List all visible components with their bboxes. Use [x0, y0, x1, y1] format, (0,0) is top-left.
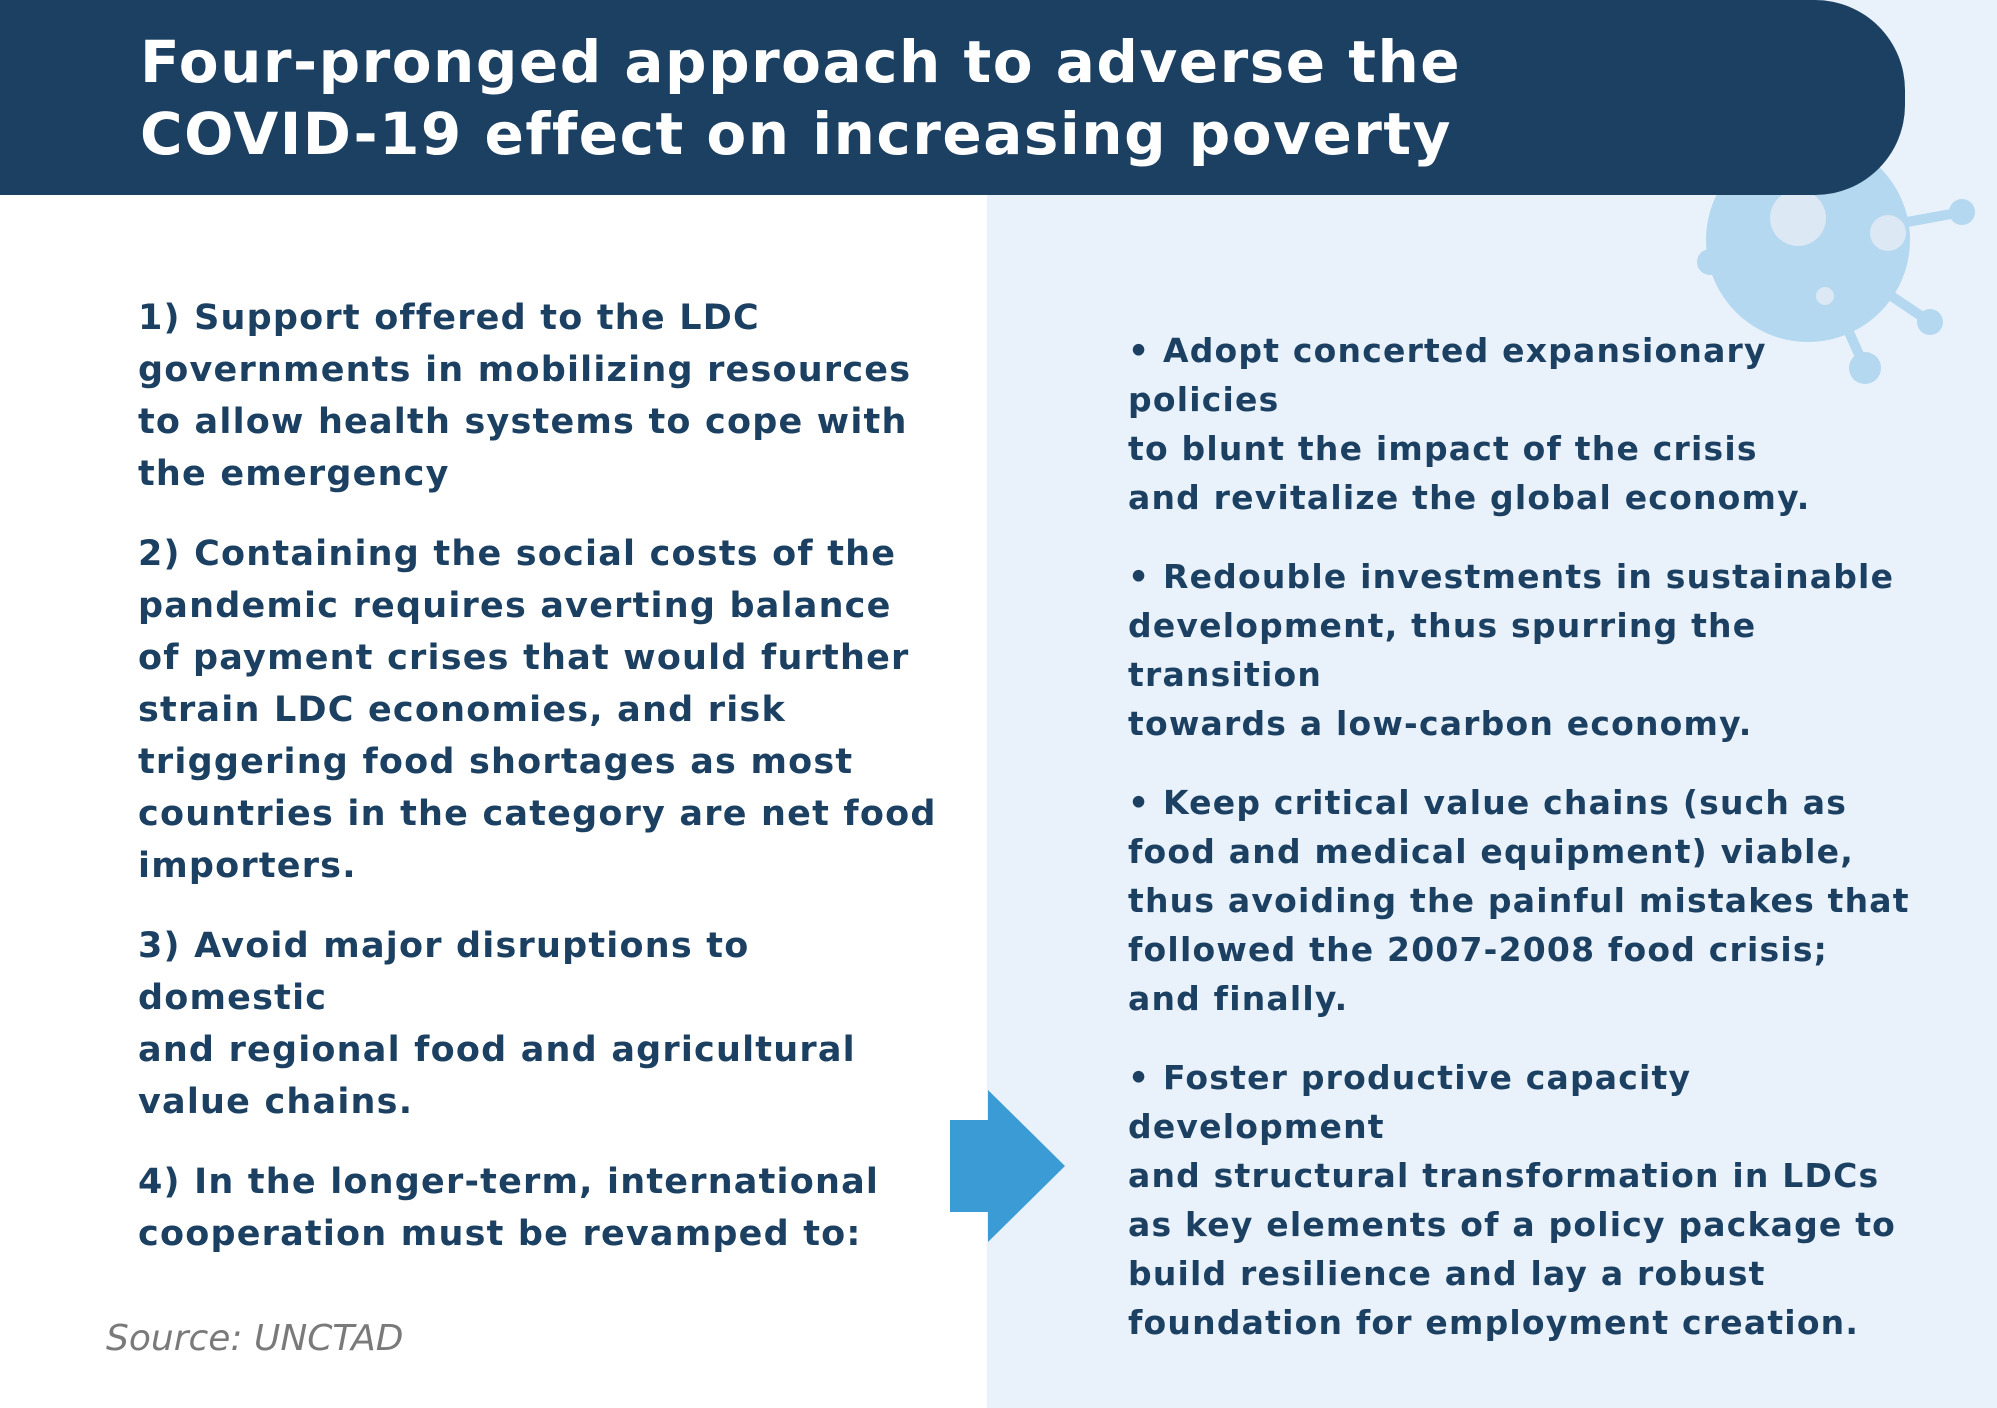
right-column [1128, 326, 1928, 1377]
left-point-1: 1) Support offered to the LDC governments in mobilizing resources to allow health systems to cope with the emergency [138, 298, 912, 494]
right-point-4: • Foster productive capacity development and structural transformation in LDCs as key elements of a policy package to build resilience and lay a robust foundation for employment creation. [1128, 1058, 1897, 1342]
arrow-right-icon [950, 1090, 1065, 1242]
right-point-2: • Redouble investments in sustainable development, thus spurring the transition towards a low-carbon economy. [1128, 557, 1895, 743]
right-point-1: • Adopt concerted expansionary policies to blunt the impact of the crisis and revitalize the global economy. [1128, 331, 1811, 517]
source-caption: Source: UNCTAD [106, 1318, 404, 1359]
left-column [138, 292, 938, 1288]
page-title: Four-pronged approach to adverse the COVID-19 effect on increasing poverty [140, 28, 1462, 168]
left-point-4: 4) In the longer-term, international cooperation must be revamped to: [138, 1162, 880, 1254]
left-point-2: 2) Containing the social costs of the pandemic requires averting balance of payment crises that would further strain LDC economies, and risk triggering food shortages as most countries in the category are net food importers. [138, 534, 937, 886]
left-point-3: 3) Avoid major disruptions to domestic and regional food and agricultural value chains. [138, 926, 856, 1122]
right-point-3: • Keep critical value chains (such as food and medical equipment) viable, thus avoiding the painful mistakes that followed the 2007-2008 food crisis; and finally. [1128, 783, 1910, 1018]
header-banner [0, 0, 1905, 195]
